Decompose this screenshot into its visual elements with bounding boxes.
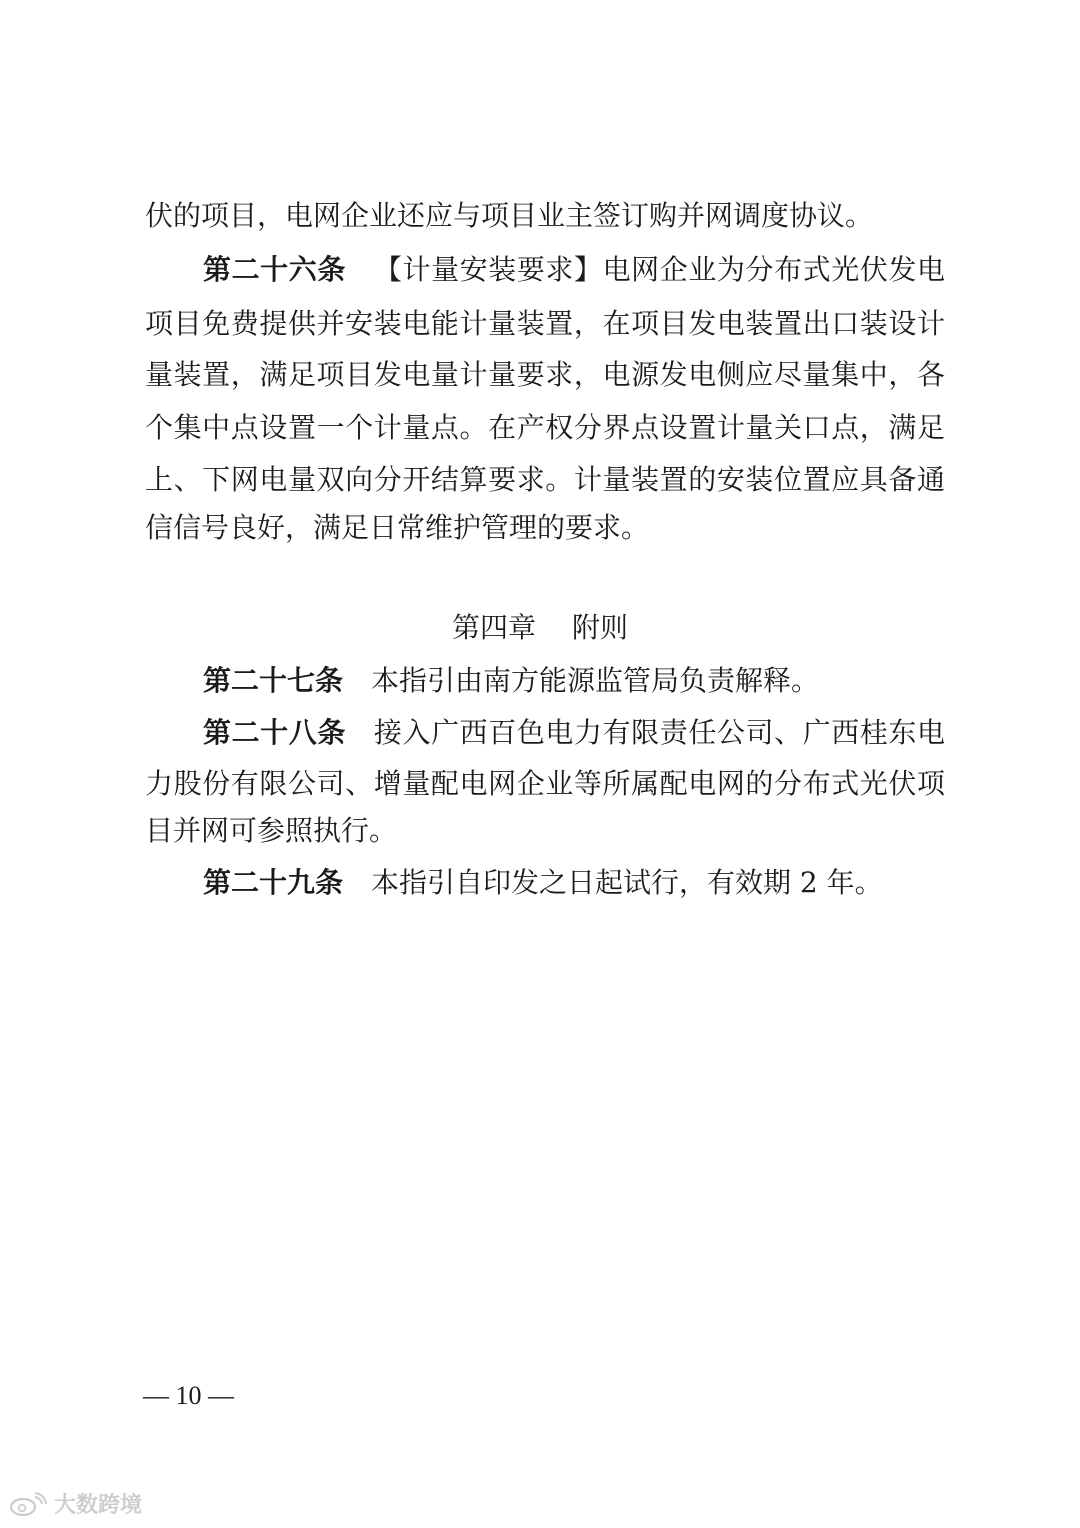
weibo-logo-icon (8, 1491, 48, 1517)
article-29-text: 本指引自印发之日起试行，有效期 2 年。 (371, 866, 883, 899)
article-27-title: 第二十七条 (203, 664, 344, 697)
paragraph-line: 伏的项目，电网企业还应与项目业主签订购并网调度协议。 (145, 199, 874, 232)
article-27-line (203, 661, 945, 701)
chapter-number: 第四章 (451, 611, 536, 644)
article-26-text: 【计量安装要求】电网企业为分布式光伏发电 (373, 253, 945, 286)
article-26-title: 第二十六条 (203, 253, 346, 286)
paragraph-line: 个集中点设置一个计量点。在产权分界点设置计量关口点，满足 (145, 411, 945, 444)
watermark-text: 大数跨境 (54, 1493, 143, 1518)
page-number: — 10 — (143, 1381, 234, 1410)
paragraph-line: 信信号良好，满足日常维护管理的要求。 (145, 511, 650, 544)
paragraph-line: 目并网可参照执行。 (145, 814, 398, 847)
article-27-text: 本指引由南方能源监管局负责解释。 (371, 664, 820, 697)
paragraph-line: 项目免费提供并安装电能计量装置，在项目发电装置出口装设计 (145, 307, 945, 340)
article-28-title: 第二十八条 (203, 716, 346, 749)
chapter-title: 附则 (572, 611, 629, 644)
article-28-text: 接入广西百色电力有限责任公司、广西桂东电 (373, 716, 945, 749)
chapter-heading (0, 608, 1080, 648)
article-29-line (203, 863, 945, 903)
article-28-line (203, 713, 945, 753)
article-26-line (203, 250, 945, 290)
paragraph-line: 上、下网电量双向分开结算要求。计量装置的安装位置应具备通 (145, 463, 945, 496)
article-29-title: 第二十九条 (203, 866, 344, 899)
paragraph-line: 力股份有限公司、增量配电网企业等所属配电网的分布式光伏项 (145, 767, 945, 800)
watermark (8, 1488, 142, 1519)
paragraph-line: 量装置，满足项目发电量计量要求，电源发电侧应尽量集中，各 (145, 358, 945, 391)
